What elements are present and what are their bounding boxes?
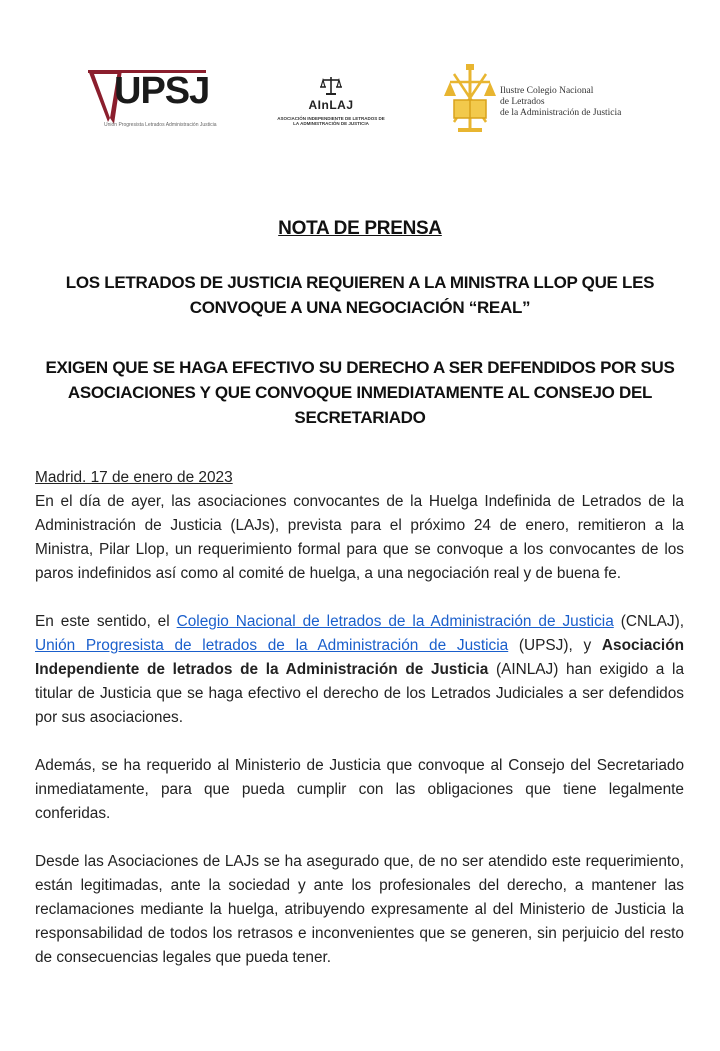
paragraph-1 xyxy=(35,466,684,586)
ainlaj-tagline: ASOCIACIÓN INDEPENDIENTE DE LETRADOS DE LA ADMINISTRACIÓN DE JUSTICIA xyxy=(277,116,385,126)
upsj-logo xyxy=(86,66,217,132)
headline-sub: EXIGEN QUE SE HAGA EFECTIVO SU DERECHO A SER DEFENDIDOS POR SUS ASOCIACIONES Y QUE CONVOQUE INMEDIATAMENTE AL CONSEJO DEL SECRETARIADO xyxy=(45,358,675,427)
cnlaj-logo-text xyxy=(500,86,621,119)
page-title: NOTA DE PRENSA xyxy=(278,218,442,239)
upsj-logo-text: UPSJ xyxy=(114,70,210,112)
cnlaj-crest-icon xyxy=(440,62,500,138)
paragraph-2-mid-2: (UPSJ), y xyxy=(508,637,602,654)
paragraph-1-text: En el día de ayer, las asociaciones convocantes de la Huelga Indefinida de Letrados de la Administración de Justicia (LAJs), prevista para el próximo 24 de enero, remitieron a la Ministra, Pilar Llop, un requerimiento formal para que se convoque a los convocantes de los paros indefinidos así como al comité de huelga, a una negociación real y de buena fe. xyxy=(35,493,684,582)
article-body xyxy=(35,466,684,994)
cnlaj-line-1: Ilustre Colegio Nacional xyxy=(500,86,594,96)
headline-main: LOS LETRADOS DE JUSTICIA REQUIEREN A LA MINISTRA LLOP QUE LES CONVOQUE A UNA NEGOCIACIÓN “REAL” xyxy=(65,273,655,317)
ainlaj-logo-text: AInLAJ xyxy=(308,98,354,112)
ainlaj-logo xyxy=(276,74,386,134)
cnlaj-line-2: de Letrados xyxy=(500,97,545,107)
paragraph-2-mid-1: (CNLAJ), xyxy=(613,613,685,630)
dateline: Madrid. 17 de enero de 2023 xyxy=(35,469,233,486)
scales-of-justice-icon xyxy=(320,76,342,96)
paragraph-4: Desde las Asociaciones de LAJs se ha asegurado que, de no ser atendido este requerimiento, están legitimadas, ante la sociedad y ante los profesionales del derecho, a mantener las reclamaciones mediante la huelga, atribuyendo expresamente al del Ministerio de Justicia la responsabilidad de todos los retrasos e inconvenientes que se generen, sin perjuicio del resto de consecuencias legales que pueda tener. xyxy=(35,853,684,966)
ainlaj-name: Asociación Independiente de letrados de la Administración de Justicia xyxy=(35,637,684,678)
logo-bar xyxy=(0,60,720,140)
paragraph-2-rest: (AINLAJ) han exigido a la titular de Justicia que se haga efectivo el derecho de los Letrados Judiciales a ser defendidos por sus asociaciones. xyxy=(35,661,685,726)
paragraph-2 xyxy=(35,610,684,730)
cnlaj-link[interactable]: Colegio Nacional de letrados de la Administración de Justicia xyxy=(176,613,614,630)
paragraph-2-intro: En este sentido, el xyxy=(35,613,177,630)
paragraph-3: Además, se ha requerido al Ministerio de Justicia que convoque al Consejo del Secretariado inmediatamente, para que pueda cumplir con las obligaciones que tiene legalmente conferidas. xyxy=(35,757,684,822)
upsj-link[interactable]: Unión Progresista de letrados de la Administración de Justicia xyxy=(35,637,509,654)
cnlaj-line-3: de la Administración de Justicia xyxy=(500,108,622,118)
upsj-tagline: Unión Progresista Letrados Administración Justicia xyxy=(104,122,217,128)
cnlaj-logo xyxy=(440,62,650,140)
